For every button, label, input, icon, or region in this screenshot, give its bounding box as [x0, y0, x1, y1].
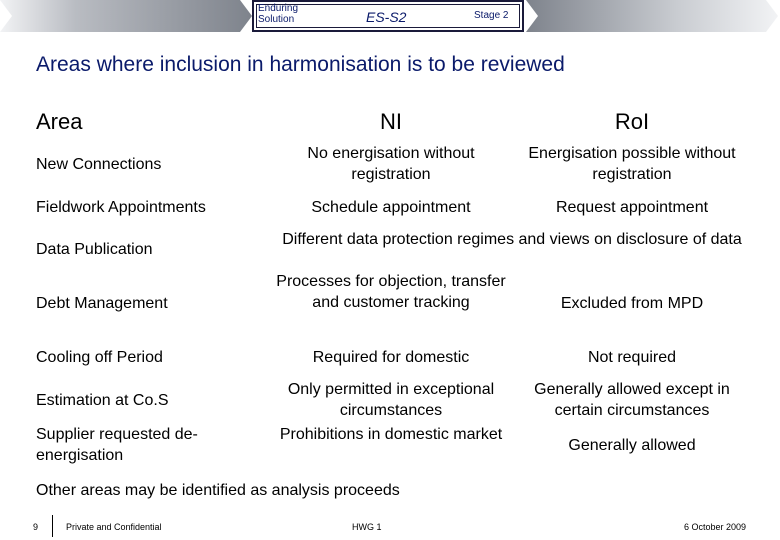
- header-roi: RoI: [614, 109, 650, 134]
- row-area: Debt Management: [36, 295, 168, 312]
- stage-box: [252, 0, 524, 32]
- row-roi: Not required: [587, 349, 677, 366]
- row-area: New Connections: [36, 156, 162, 173]
- row-area: Fieldwork Appointments: [36, 199, 206, 216]
- footer-date: 6 October 2009: [684, 522, 747, 532]
- row-ni: Only permitted in exceptional circumstances: [287, 381, 495, 419]
- row-ni: No energisation without registration: [307, 145, 475, 183]
- group-label: HWG 1: [352, 522, 382, 532]
- footer-divider: [52, 515, 53, 537]
- es-s2-label: ES-S2: [366, 9, 407, 25]
- row-area: Data Publication: [36, 241, 153, 258]
- row-area: Supplier requested de-energisation: [36, 426, 198, 464]
- header-ni: NI: [380, 109, 402, 134]
- enduring-solution-label: Enduring Solution: [258, 3, 299, 25]
- confidentiality-label: Private and Confidential: [66, 522, 162, 532]
- page-number: 9: [33, 522, 39, 532]
- row-roi: Excluded from MPD: [560, 295, 704, 312]
- header-area: Area: [36, 109, 83, 134]
- row-merged: Different data protection regimes and views on disclosure of data: [282, 231, 742, 248]
- row-ni: Prohibitions in domestic market: [279, 426, 503, 443]
- slide-title: Areas where inclusion in harmonisation is to be reviewed: [36, 53, 565, 76]
- row-area: Estimation at Co.S: [36, 392, 169, 409]
- row-roi: Request appointment: [555, 199, 709, 216]
- row-roi: Energisation possible without registration: [528, 145, 736, 183]
- row-roi: Generally allowed except in certain circumstances: [534, 381, 730, 419]
- row-area: Cooling off Period: [36, 349, 163, 366]
- row-roi: Generally allowed: [568, 437, 696, 454]
- row-ni: Required for domestic: [312, 349, 470, 366]
- row-ni: Processes for objection, transfer and customer tracking: [276, 273, 506, 311]
- row-ni: Schedule appointment: [311, 199, 471, 216]
- stage-label: Stage 2: [474, 10, 509, 21]
- top-banner: [0, 0, 780, 34]
- analysis-note: Other areas may be identified as analysis proceeds: [36, 482, 400, 499]
